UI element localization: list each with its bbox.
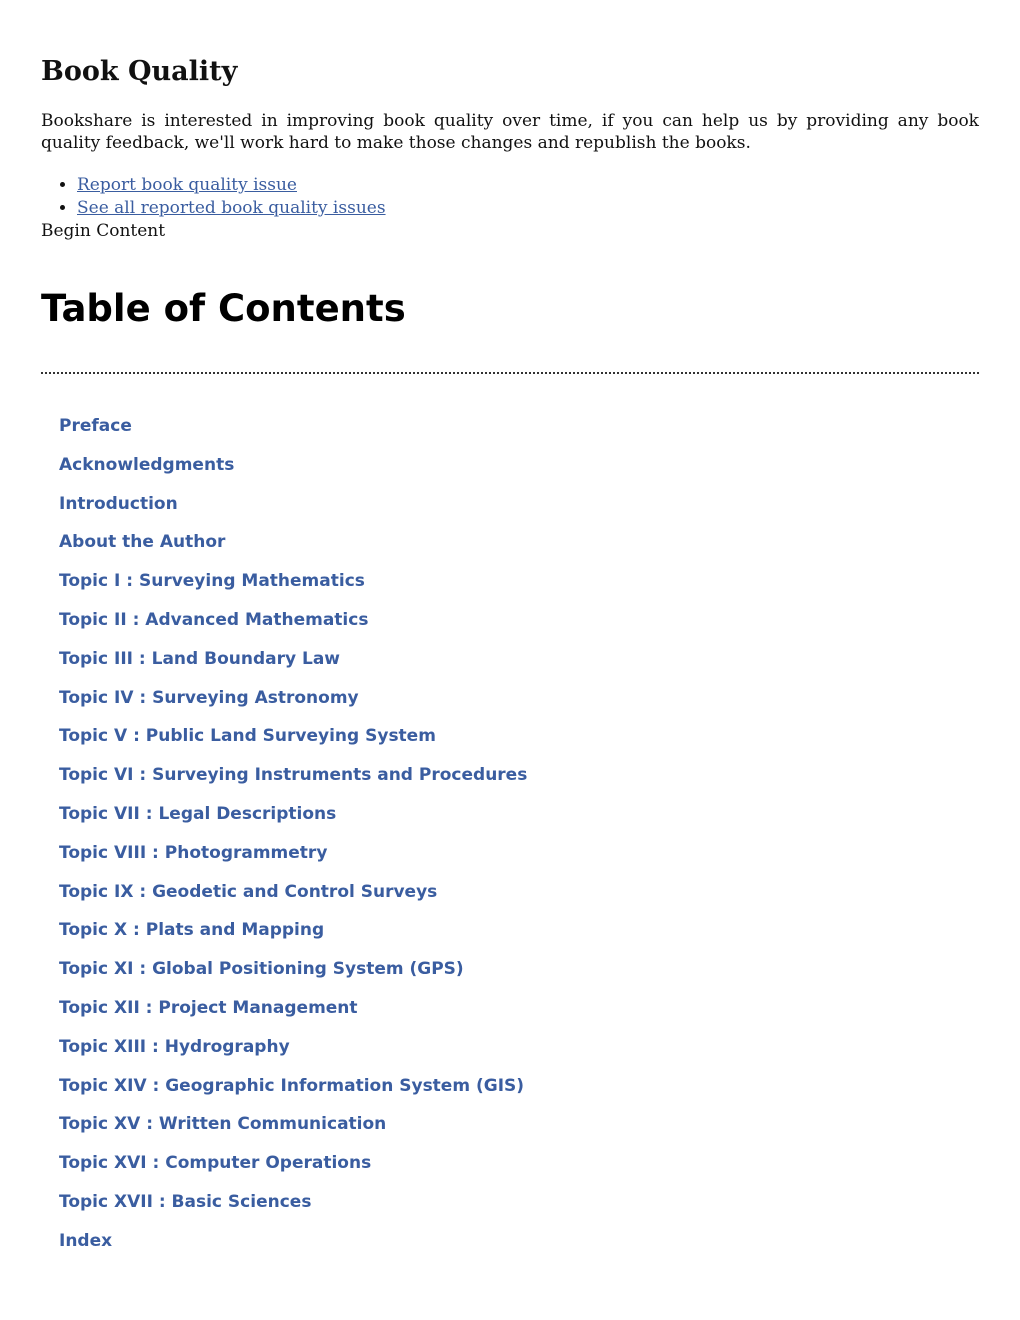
toc-entry xyxy=(59,1190,527,1229)
toc-entry xyxy=(59,724,527,763)
list-item xyxy=(77,197,386,220)
toc-link[interactable]: Topic I : Surveying Mathematics xyxy=(59,571,365,592)
toc-entry xyxy=(59,918,527,957)
toc-entry xyxy=(59,530,527,569)
toc-link[interactable]: Topic XV : Written Communication xyxy=(59,1114,387,1135)
toc-entry xyxy=(59,414,527,453)
toc-link[interactable]: Topic IX : Geodetic and Control Surveys xyxy=(59,881,438,902)
toc-entry xyxy=(59,453,527,492)
book-quality-links xyxy=(41,174,386,220)
toc-entry xyxy=(59,957,527,996)
toc-link[interactable]: Topic X : Plats and Mapping xyxy=(59,920,325,941)
toc-entry xyxy=(59,569,527,608)
toc-link[interactable]: Topic V : Public Land Surveying System xyxy=(59,726,436,747)
toc-link[interactable]: Topic XII : Project Management xyxy=(59,997,358,1018)
toc-entry xyxy=(59,1229,527,1268)
toc-link[interactable]: Topic VII : Legal Descriptions xyxy=(59,803,337,824)
toc-link[interactable]: Topic XI : Global Positioning System (GPS) xyxy=(59,959,464,980)
toc-entry xyxy=(59,802,527,841)
toc-entry xyxy=(59,1151,527,1190)
begin-content-label: Begin Content xyxy=(41,221,166,241)
toc-entry xyxy=(59,996,527,1035)
toc-link[interactable]: About the Author xyxy=(59,532,226,553)
toc-link[interactable]: Topic VI : Surveying Instruments and Procedures xyxy=(59,765,528,786)
toc-heading: Table of Contents xyxy=(41,287,406,330)
toc-entry xyxy=(59,1112,527,1151)
toc-link[interactable]: Index xyxy=(59,1230,113,1251)
toc-entry xyxy=(59,841,527,880)
toc-link[interactable]: Topic IV : Surveying Astronomy xyxy=(59,687,359,708)
report-issue-link[interactable]: Report book quality issue xyxy=(77,175,297,195)
toc-link[interactable]: Preface xyxy=(59,416,132,436)
toc-link[interactable]: Topic II : Advanced Mathematics xyxy=(59,609,369,630)
toc-link[interactable]: Topic XIII : Hydrography xyxy=(59,1036,290,1057)
toc-link[interactable]: Introduction xyxy=(59,493,178,514)
toc-link[interactable]: Topic XIV : Geographic Information System (GIS) xyxy=(59,1075,525,1096)
toc-link[interactable]: Topic VIII : Photogrammetry xyxy=(59,842,328,863)
see-all-issues-link[interactable]: See all reported book quality issues xyxy=(77,198,386,218)
list-item xyxy=(77,174,386,197)
book-quality-heading: Book Quality xyxy=(41,56,238,87)
toc-link[interactable]: Topic XVII : Basic Sciences xyxy=(59,1191,312,1212)
toc-entry xyxy=(59,686,527,725)
toc-entry xyxy=(59,763,527,802)
toc-entry xyxy=(59,1035,527,1074)
toc-entry xyxy=(59,880,527,919)
toc-entry xyxy=(59,1074,527,1113)
toc-link[interactable]: Acknowledgments xyxy=(59,454,235,475)
book-quality-description: Bookshare is interested in improving book quality over time, if you can help us by providing any book quality feedback, we'll work hard to make those changes and republish the books. xyxy=(41,111,979,153)
toc-entry xyxy=(59,608,527,647)
toc-entry xyxy=(59,492,527,531)
toc-link[interactable]: Topic XVI : Computer Operations xyxy=(59,1153,372,1174)
toc-link[interactable]: Topic III : Land Boundary Law xyxy=(59,648,340,669)
toc-entry xyxy=(59,647,527,686)
toc-list xyxy=(59,414,527,1268)
dotted-divider xyxy=(41,372,979,374)
